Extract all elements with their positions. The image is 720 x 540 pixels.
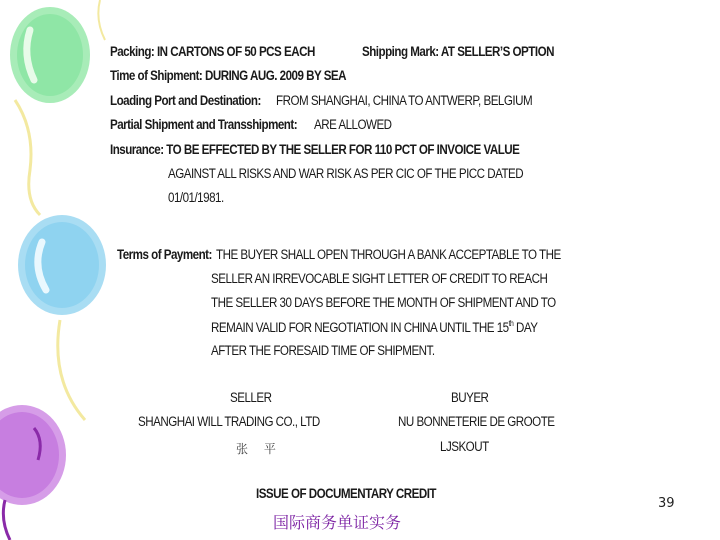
- time-of-shipment-line: Time of Shipment: DURING AUG. 2009 BY SEA: [110, 68, 347, 83]
- blue-balloon-icon: [18, 215, 106, 420]
- seller-heading: SELLER: [230, 390, 272, 405]
- payment-line-4-ordinal: th: [508, 319, 514, 328]
- decorative-balloons: [0, 0, 110, 540]
- loading-port-value: FROM SHANGHAI, CHINA TO ANTWERP, BELGIUM: [276, 93, 533, 108]
- payment-line-2: SELLER AN IRREVOCABLE SIGHT LETTER OF CREDIT TO REACH: [211, 271, 548, 286]
- partial-shipment-value: ARE ALLOWED: [314, 117, 392, 132]
- payment-label: Terms of Payment:: [117, 247, 212, 262]
- payment-line-4-text: REMAIN VALID FOR NEGOTIATION IN CHINA UNTIL THE 15: [211, 320, 509, 335]
- insurance-line-3: 01/01/1981.: [168, 190, 224, 205]
- payment-line-1: THE BUYER SHALL OPEN THROUGH A BANK ACCEPTABLE TO THE: [216, 247, 561, 262]
- footer-course-title: 国际商务单证实务: [273, 513, 402, 532]
- packing-line: Packing: IN CARTONS OF 50 PCS EACH: [110, 44, 315, 59]
- insurance-line-2: AGAINST ALL RISKS AND WAR RISK AS PER CIC OF THE PICC DATED: [168, 166, 524, 181]
- loading-port-label: Loading Port and Destination:: [110, 93, 261, 108]
- seller-signature: 张 平: [236, 442, 282, 456]
- seller-name: SHANGHAI WILL TRADING CO., LTD: [138, 414, 320, 429]
- section-title: ISSUE OF DOCUMENTARY CREDIT: [256, 486, 437, 501]
- buyer-signature: LJSKOUT: [440, 439, 489, 454]
- page-number: 39: [658, 496, 675, 511]
- shipping-mark-line: Shipping Mark: AT SELLER’S OPTION: [362, 44, 554, 59]
- insurance-line-1: Insurance: TO BE EFFECTED BY THE SELLER FOR 110 PCT OF INVOICE VALUE: [110, 142, 520, 157]
- partial-shipment-label: Partial Shipment and Transshipment:: [110, 117, 298, 132]
- buyer-name: NU BONNETERIE DE GROOTE: [398, 414, 555, 429]
- green-balloon-icon: [10, 7, 90, 215]
- purple-balloon-icon: [0, 405, 66, 540]
- payment-line-5: AFTER THE FORESAID TIME OF SHIPMENT.: [211, 343, 435, 358]
- buyer-heading: BUYER: [451, 390, 489, 405]
- payment-line-4: [211, 319, 538, 335]
- payment-line-4-end: DAY: [513, 320, 538, 335]
- payment-line-3: THE SELLER 30 DAYS BEFORE THE MONTH OF SHIPMENT AND TO: [211, 295, 556, 310]
